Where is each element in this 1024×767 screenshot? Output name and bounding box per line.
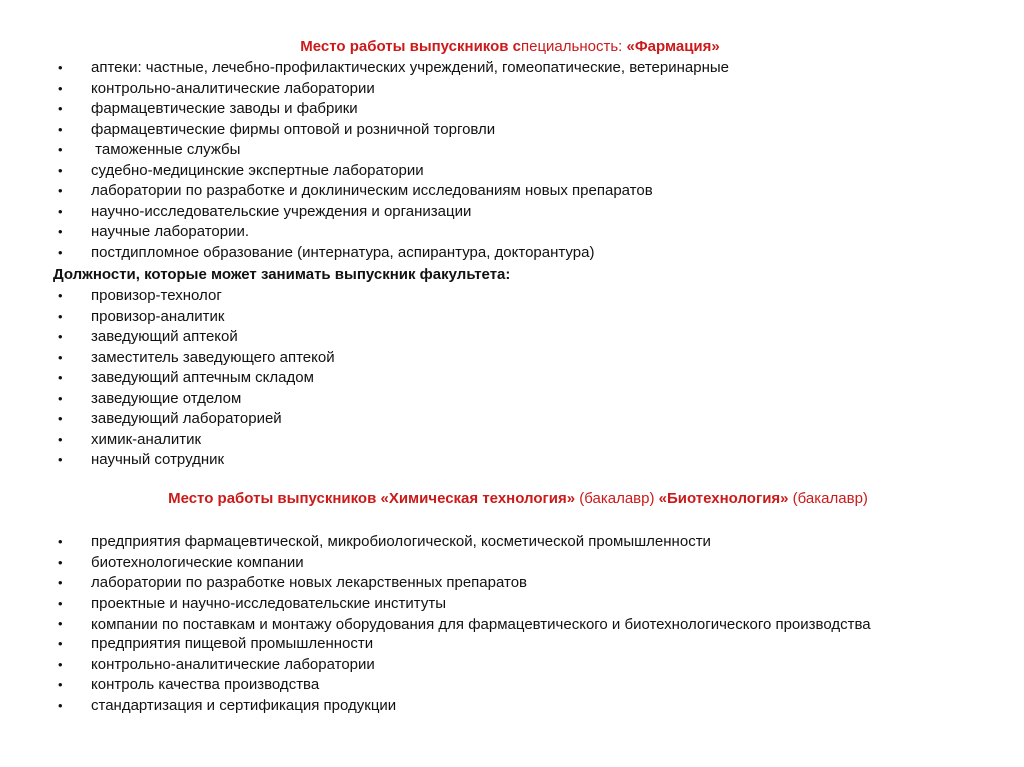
- list-item: • научный сотрудник: [0, 450, 335, 471]
- bullet-icon: •: [58, 288, 63, 303]
- bullet-icon: •: [58, 554, 63, 570]
- section1-list: [0, 58, 729, 263]
- bullet-icon: •: [58, 390, 63, 406]
- list-item: • контрольно-аналитические лаборатории: [0, 79, 729, 100]
- bullet-icon: •: [58, 656, 63, 672]
- section3-heading: [6, 490, 1024, 507]
- list-item: • провизор-аналитик: [0, 307, 335, 328]
- list-item: • провизор-технолог: [0, 286, 335, 307]
- bullet-icon: •: [58, 677, 63, 692]
- list-item: • стандартизация и сертификация продукции: [0, 696, 891, 717]
- list-item: • заведующий аптекой: [0, 327, 335, 348]
- bullet-icon: •: [58, 452, 63, 467]
- list-item: • заведующий аптечным складом: [0, 368, 335, 389]
- bullet-icon: •: [58, 80, 63, 96]
- section3-title-part2: (бакалавр): [575, 490, 659, 507]
- bullet-icon: •: [58, 575, 63, 590]
- bullet-icon: •: [58, 411, 63, 426]
- list-item: • лаборатории по разработке новых лекарственных препаратов: [0, 573, 891, 594]
- list-item: • научные лаборатории.: [0, 222, 729, 243]
- list-item: • таможенные службы: [0, 140, 729, 161]
- list-item: • заведующий лабораторией: [0, 409, 335, 430]
- bullet-icon: •: [58, 534, 63, 549]
- list-item: • судебно-медицинские экспертные лаборатории: [0, 161, 729, 182]
- list-item: • аптеки: частные, лечебно-профилактических учреждений, гомеопатические, ветеринарные: [0, 58, 729, 79]
- list-item: • предприятия пищевой промышленности: [0, 634, 891, 655]
- bullet-icon: •: [58, 595, 63, 611]
- bullet-icon: •: [58, 244, 63, 260]
- list-item: • заместитель заведующего аптекой: [0, 348, 335, 369]
- bullet-icon: •: [58, 183, 63, 198]
- section3-title-part4: (бакалавр): [788, 490, 868, 507]
- list-item: • проектные и научно-исследовательские институты: [0, 594, 891, 615]
- bullet-icon: •: [58, 329, 63, 344]
- list-item: • фармацевтические заводы и фабрики: [0, 99, 729, 120]
- list-item: • компании по поставкам и монтажу оборудования для фармацевтического и биотехнологического производства: [58, 616, 871, 633]
- bullet-icon: •: [58, 101, 63, 116]
- bullet-icon: •: [58, 60, 63, 75]
- section1-title-part1: Место работы выпускников с: [300, 38, 521, 55]
- list-item: • фармацевтические фирмы оптовой и розничной торговли: [0, 120, 729, 141]
- list-item: • предприятия фармацевтической, микробиологической, косметической промышленности: [0, 532, 891, 553]
- list-item: • химик-аналитик: [0, 430, 335, 451]
- bullet-icon: •: [58, 121, 63, 137]
- bullet-icon: •: [58, 203, 63, 219]
- bullet-icon: •: [58, 162, 63, 178]
- section1-title-part2: пециальность:: [521, 38, 627, 55]
- bullet-icon: •: [58, 636, 63, 651]
- list-item: • постдипломное образование (интернатура, аспирантура, докторантура): [0, 243, 729, 264]
- bullet-icon: •: [58, 616, 63, 631]
- bullet-icon: •: [58, 224, 63, 239]
- bullet-icon: •: [58, 431, 63, 447]
- bullet-icon: •: [58, 697, 63, 713]
- bullet-icon: •: [58, 349, 63, 365]
- list-item: • лаборатории по разработке и доклиническим исследованиям новых препаратов: [0, 181, 729, 202]
- section1-heading: [0, 38, 1022, 55]
- section1-title-part3: «Фармация»: [626, 38, 720, 55]
- list-item: • научно-исследовательские учреждения и организации: [0, 202, 729, 223]
- bullet-icon: •: [58, 370, 63, 385]
- bullet-icon: •: [58, 142, 63, 157]
- section3-title-part1: Место работы выпускников «Химическая технология»: [168, 490, 576, 507]
- list-item: • заведующие отделом: [0, 389, 335, 410]
- list-item: • контрольно-аналитические лаборатории: [0, 655, 891, 676]
- section2-list: [0, 286, 335, 471]
- section3-list: [0, 532, 891, 716]
- section2-heading: Должности, которые может занимать выпускник факультета:: [53, 266, 511, 283]
- section3-title-part3: «Биотехнология»: [658, 490, 789, 507]
- list-item: • контроль качества производства: [0, 675, 891, 696]
- bullet-icon: •: [58, 308, 63, 324]
- list-item: • биотехнологические компании: [0, 553, 891, 574]
